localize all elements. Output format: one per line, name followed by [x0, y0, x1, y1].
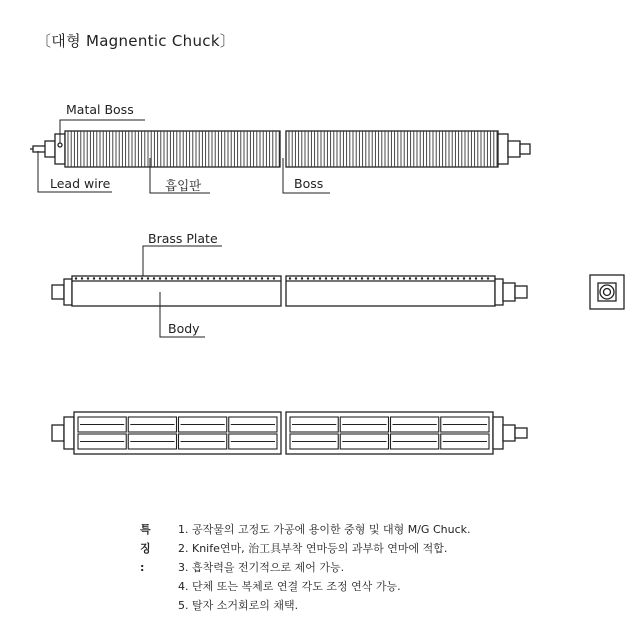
brass-dot: [403, 277, 405, 279]
brass-dot: [243, 277, 245, 279]
brass-dot: [343, 277, 345, 279]
brass-dot: [159, 277, 161, 279]
brass-dot: [439, 277, 441, 279]
brass-dot: [433, 277, 435, 279]
brass-dot: [385, 277, 387, 279]
brass-dot: [397, 277, 399, 279]
brass-dot: [195, 277, 197, 279]
label-lead-wire: Lead wire: [50, 176, 111, 191]
brass-dot: [99, 277, 101, 279]
label-suction-plate: 흡입판: [165, 178, 202, 193]
brass-dot: [93, 277, 95, 279]
right-end-cap: [498, 134, 508, 164]
brass-dot: [451, 277, 453, 279]
mid-right-cap: [495, 279, 503, 305]
brass-dot: [463, 277, 465, 279]
brass-dot: [255, 277, 257, 279]
brass-dot: [307, 277, 309, 279]
features-heading: 특징 :: [140, 523, 151, 574]
brass-dot: [267, 277, 269, 279]
left-boss: [45, 141, 55, 157]
brass-dot: [141, 277, 143, 279]
brass-dot: [201, 277, 203, 279]
leader-brass-plate: [143, 246, 222, 276]
feature-item: 1. 공작물의 고정도 가공에 용이한 중형 및 대형 M/G Chuck.: [178, 523, 471, 536]
brass-dot: [391, 277, 393, 279]
brass-dot: [207, 277, 209, 279]
brass-dot: [249, 277, 251, 279]
label-body: Body: [168, 321, 200, 336]
chuck-top-view: [30, 131, 530, 167]
label-metal-boss: Matal Boss: [66, 102, 134, 117]
features-list: [178, 520, 578, 615]
label-boss: Boss: [294, 176, 324, 191]
brass-dot: [415, 277, 417, 279]
brass-dot: [289, 277, 291, 279]
brass-dot: [213, 277, 215, 279]
brass-dot: [313, 277, 315, 279]
brass-dot: [427, 277, 429, 279]
brass-dot: [481, 277, 483, 279]
brass-dot: [225, 277, 227, 279]
brass-dot: [469, 277, 471, 279]
brass-dot: [349, 277, 351, 279]
brass-dot: [273, 277, 275, 279]
right-boss-tip: [520, 144, 530, 154]
brass-dot: [325, 277, 327, 279]
brass-dot: [123, 277, 125, 279]
mid-left-boss: [52, 285, 64, 299]
brass-dot: [135, 277, 137, 279]
brass-dot: [373, 277, 375, 279]
brass-dot: [487, 277, 489, 279]
brass-dot: [87, 277, 89, 279]
right-boss: [508, 141, 520, 157]
brass-dot: [147, 277, 149, 279]
brass-dot: [165, 277, 167, 279]
brass-dot: [231, 277, 233, 279]
brass-dot: [409, 277, 411, 279]
brass-dot: [475, 277, 477, 279]
brass-dot: [421, 277, 423, 279]
brass-dot: [171, 277, 173, 279]
brass-dot: [105, 277, 107, 279]
brass-dot: [81, 277, 83, 279]
fins-left: [68, 131, 279, 167]
brass-dot: [129, 277, 131, 279]
feature-item: 2. Knife연마, 治工具부착 연마등의 과부하 연마에 적합.: [178, 542, 448, 555]
brass-dot: [367, 277, 369, 279]
brass-dot: [457, 277, 459, 279]
brass-dot: [261, 277, 263, 279]
chuck-side-view: [52, 276, 527, 306]
brass-dot: [295, 277, 297, 279]
brass-dot: [117, 277, 119, 279]
label-brass-plate: Brass Plate: [148, 231, 218, 246]
feature-item: 5. 탈자 소거회로의 채택.: [178, 599, 299, 612]
brass-dot: [75, 277, 77, 279]
page-title: 〔대형 Magnentic Chuck〕: [36, 32, 236, 50]
brass-dot: [301, 277, 303, 279]
brass-dot: [237, 277, 239, 279]
end-view-hole: [604, 289, 611, 296]
brass-dot: [355, 277, 357, 279]
bot-left-cap: [64, 417, 74, 449]
brass-dot: [111, 277, 113, 279]
brass-dot: [337, 277, 339, 279]
brass-dot: [319, 277, 321, 279]
brass-dot: [189, 277, 191, 279]
metal-boss-bolt: [58, 143, 62, 147]
mid-left-cap: [64, 279, 72, 305]
brass-dot: [183, 277, 185, 279]
brass-dot: [361, 277, 363, 279]
bot-right-boss: [503, 425, 515, 441]
chuck-end-view: [590, 275, 624, 309]
brass-dot: [331, 277, 333, 279]
brass-dot: [445, 277, 447, 279]
brass-dot: [153, 277, 155, 279]
mid-right-boss: [503, 283, 515, 301]
mid-right-boss-tip: [515, 286, 527, 298]
bot-right-boss-tip: [515, 428, 527, 438]
feature-item: 4. 단체 또는 복체로 연결 각도 조정 연삭 가능.: [178, 580, 401, 593]
chuck-slotted-view: [52, 412, 527, 454]
brass-dot: [177, 277, 179, 279]
brass-dot: [219, 277, 221, 279]
bot-left-boss: [52, 425, 64, 441]
brass-dot: [379, 277, 381, 279]
feature-item: 3. 흡착력을 전기적으로 제어 가능.: [178, 561, 345, 574]
bot-right-cap: [493, 417, 503, 449]
